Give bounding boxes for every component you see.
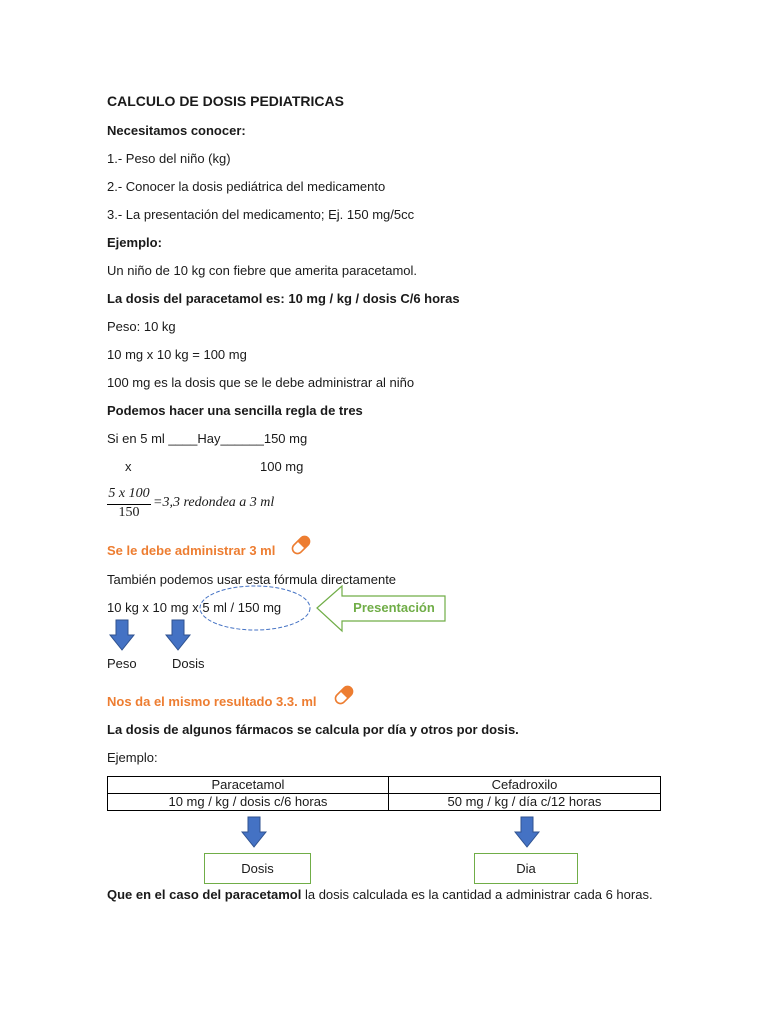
formula-numerator: 5 x 100 (108, 486, 150, 501)
rule-value-1: 150 mg (263, 431, 308, 446)
table-header-cell: Cefadroxilo (388, 777, 660, 794)
page-title: CALCULO DE DOSIS PEDIATRICAS (107, 93, 344, 109)
weight-label: Peso (107, 656, 137, 671)
per-day-note: La dosis de algunos fármacos se calcula por día y otros por dosis. (107, 722, 519, 737)
formula-result: =3,3 redondea a 3 ml (153, 495, 275, 510)
need-item-2: 2.- Conocer la dosis pediátrica del medicamento (107, 179, 386, 194)
dose-table (107, 776, 661, 811)
pill-icon (332, 683, 356, 707)
pill-icon (289, 533, 313, 557)
rule-line (107, 431, 307, 447)
table-cell: 10 mg / kg / dosis c/6 horas (108, 794, 389, 811)
rule-value-2: 100 mg (260, 459, 304, 474)
rule-x: x (125, 459, 132, 474)
table-row (108, 794, 661, 811)
table-cell: 50 mg / kg / día c/12 horas (388, 794, 660, 811)
need-item-1: 1.- Peso del niño (kg) (107, 151, 231, 166)
table-header-row (108, 777, 661, 794)
table-header-cell: Paracetamol (108, 777, 389, 794)
down-arrow-icon (165, 619, 191, 651)
final-text: la dosis calculada es la cantidad a administrar cada 6 horas. (301, 887, 653, 902)
down-arrow-icon (241, 816, 267, 848)
presentation-label: Presentación (353, 600, 435, 615)
administer-line: Se le debe administrar 3 ml (107, 543, 276, 558)
down-arrow-icon (109, 619, 135, 651)
direct-formula-intro: También podemos usar esta fórmula directamente (107, 572, 397, 587)
dose-label: Dosis (172, 656, 205, 671)
calc-line: 10 mg x 10 kg = 100 mg (107, 347, 247, 362)
rule-prefix: Si en 5 ml (107, 431, 169, 446)
need-item-3: 3.- La presentación del medicamento; Ej. 150 mg/5cc (107, 207, 415, 222)
dosis-box: Dosis (204, 853, 311, 884)
rule-of-three-heading: Podemos hacer una sencilla regla de tres (107, 403, 363, 418)
need-heading: Necesitamos conocer: (107, 123, 246, 138)
calc-note: 100 mg es la dosis que se le debe administrar al niño (107, 375, 415, 390)
dose-rule: La dosis del paracetamol es: 10 mg / kg / dosis C/6 horas (107, 291, 460, 306)
same-result-line: Nos da el mismo resultado 3.3. ml (107, 694, 317, 709)
final-paragraph (107, 886, 661, 904)
presentation-highlight-ellipse (198, 584, 312, 634)
example-heading: Ejemplo: (107, 235, 162, 250)
formula-denominator: 150 (118, 505, 140, 520)
direct-formula: 10 kg x 10 mg x 5 ml / 150 mg (107, 600, 282, 615)
example-text: Un niño de 10 kg con fiebre que amerita paracetamol. (107, 263, 418, 278)
weight-line: Peso: 10 kg (107, 319, 176, 334)
final-bold: Que en el caso del paracetamol (107, 887, 302, 902)
down-arrow-icon (514, 816, 540, 848)
rule-hay: ____Hay______ (168, 431, 264, 446)
dia-box: Dia (474, 853, 578, 884)
example-2: Ejemplo: (107, 750, 158, 765)
